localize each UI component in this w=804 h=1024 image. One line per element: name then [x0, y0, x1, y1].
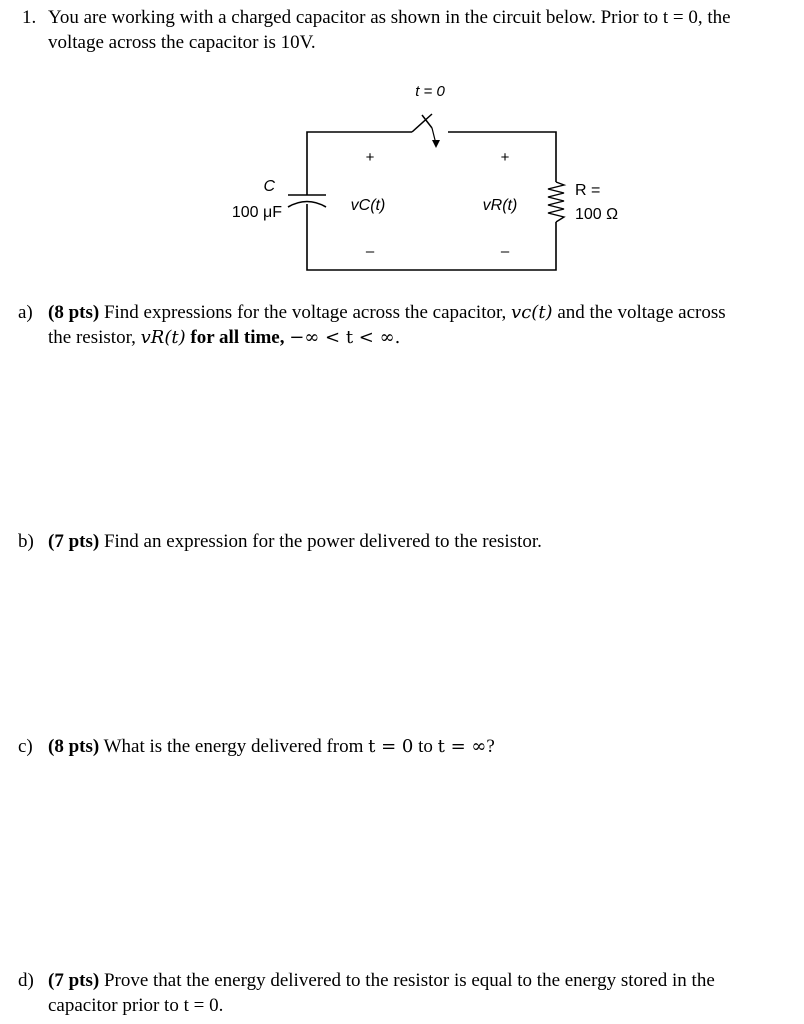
- vr-label: vR(t): [482, 197, 518, 214]
- part-c-expr-2: t = ∞: [437, 736, 487, 757]
- part-a-marker: a): [18, 302, 33, 323]
- circuit-diagram: [0, 0, 804, 290]
- part-a-line2-start: the resistor,: [48, 327, 136, 348]
- part-b-points: (7 pts): [48, 531, 100, 552]
- part-c-expr-1: t = 0: [368, 736, 414, 757]
- part-a-points: (8 pts): [48, 302, 100, 323]
- switch-icon: [412, 114, 440, 148]
- problem-line-2: voltage across the capacitor is 10V.: [48, 32, 316, 53]
- part-d-text-2: capacitor prior to t = 0.: [48, 995, 224, 1016]
- vc-label: vC(t): [350, 197, 386, 214]
- part-b-marker: b): [18, 531, 34, 552]
- capacitor-value: 100 μF: [231, 204, 282, 221]
- part-a-text-1: Find expressions for the voltage across the capacitor,: [103, 302, 507, 323]
- switch-label: t = 0: [415, 83, 445, 100]
- capacitor-symbol: C: [263, 178, 275, 195]
- resistor-icon: [548, 182, 564, 222]
- part-b-text: Find an expression for the power delivered to the resistor.: [103, 531, 542, 552]
- part-a-line-1: [48, 301, 726, 325]
- part-c-text-1: What is the energy delivered from: [103, 736, 364, 757]
- part-a-range: −∞ < t < ∞.: [289, 327, 401, 348]
- part-d-marker: d): [18, 970, 34, 991]
- part-c-points: (8 pts): [48, 736, 100, 757]
- problem-line-1: You are working with a charged capacitor as shown in the circuit below. Prior to t = 0, the: [48, 7, 731, 28]
- part-d-text-1: Prove that the energy delivered to the resistor is equal to the energy stored in the: [103, 970, 715, 991]
- part-a-vr-expr: vR(t): [140, 327, 186, 348]
- part-b-line: [48, 530, 542, 554]
- part-a-vc-expr: vc(t): [511, 302, 553, 323]
- part-a-bold-end: for all time,: [190, 327, 285, 348]
- resistor-value: 100 Ω: [575, 206, 619, 223]
- part-c-end: ?: [486, 736, 495, 757]
- part-a-line-2: [48, 326, 400, 350]
- resistor-symbol: R =: [575, 182, 601, 199]
- vr-minus: –: [500, 243, 510, 260]
- part-c-to: to: [418, 736, 433, 757]
- wire-left-top: [307, 132, 412, 195]
- part-d-line-1: [48, 969, 715, 993]
- part-c-line: [48, 735, 495, 759]
- part-a-text-2: and the voltage across: [557, 302, 726, 323]
- vc-minus: –: [365, 243, 375, 260]
- vc-plus: +: [365, 149, 375, 166]
- vr-plus: +: [500, 149, 510, 166]
- wire-bottom: [307, 204, 556, 270]
- problem-number: 1.: [22, 7, 37, 28]
- part-c-marker: c): [18, 736, 33, 757]
- part-d-points: (7 pts): [48, 970, 100, 991]
